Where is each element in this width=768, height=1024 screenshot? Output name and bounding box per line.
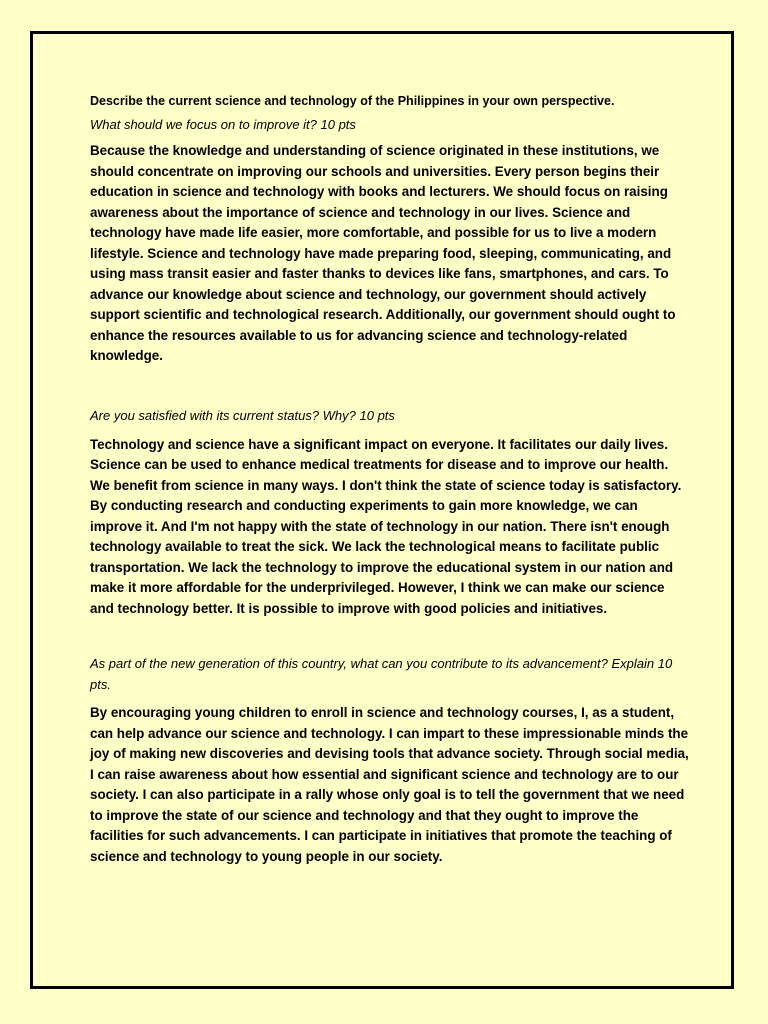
section-spacer [90, 367, 690, 405]
answer-2: Technology and science have a significant impact on everyone. It facilitates our daily lives. Science can be used to enhance medical treatments for disease and to improve our health. We benefit from science in many ways. I don't think the state of science today is satisfactory. By conducting research and conducting experiments to gain more knowledge, we can improve it. And I'm not happy with the state of technology in our nation. There isn't enough technology available to treat the sick. We lack the technological means to facilitate public transportation. We lack the technology to improve the educational system in our nation and make it more affordable for the underprivileged. However, I think we can make our science and technology better. It is possible to improve with good policies and initiatives. [90, 436, 682, 616]
section-spacer [90, 619, 690, 653]
document-body [90, 92, 690, 867]
answer-3: By encouraging young children to enroll in science and technology courses, I, as a student, can help advance our science and technology. I can impart to these impressionable minds the joy of making new discoveries and devising tools that advance society. Through social media, I can raise awareness about how essential and significant science and technology are to our society. I can also participate in a rally whose only goal is to tell the government that we need to improve the state of our science and technology and that they ought to improve the facilities for such advancements. I can participate in initiatives that promote the teaching of science and technology to young people in our society. [90, 705, 689, 864]
question-1: What should we focus on to improve it? 10 pts [90, 117, 356, 132]
question-2: Are you satisfied with its current status? Why? 10 pts [90, 407, 395, 423]
question-3: As part of the new generation of this country, what can you contribute to its advancement? Explain 10 pts. [90, 656, 673, 692]
answer-1: Because the knowledge and understanding of science originated in these institutions, we should concentrate on improving our schools and universities. Every person begins their education in science and technology with books and lecturers. We should focus on raising awareness about the importance of science and technology in our lives. Science and technology have made life easier, more comfortable, and possible for us to live a modern lifestyle. Science and technology have made preparing food, sleeping, communicating, and using mass transit easier and faster thanks to devices like fans, smartphones, and cars. To advance our knowledge about science and technology, our government should actively support scientific and technological research. Additionally, our government should ought to enhance the resources available to us for advancing science and technology-related knowledge. [90, 143, 676, 363]
document-heading: Describe the current science and technology of the Philippines in your own perspective. [90, 94, 615, 108]
